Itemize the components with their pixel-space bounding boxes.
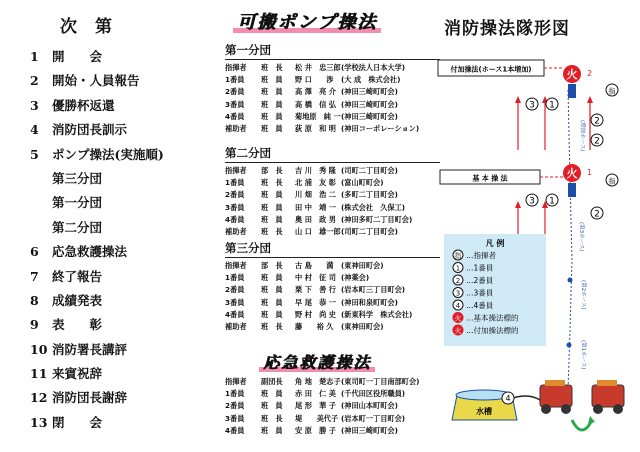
position-2-basic: 2 <box>594 209 600 220</box>
roster-row <box>225 425 440 437</box>
member-name: 川 畑 浩 二 <box>295 190 336 200</box>
program-item <box>30 118 164 142</box>
chief-position-basic: 指 <box>608 177 616 186</box>
member-name: 堤 美代子 <box>295 413 339 423</box>
role: 補助者 <box>225 123 247 133</box>
team-name: 第一分団 <box>225 42 440 60</box>
roster-row <box>225 214 440 226</box>
legend-symbol: 4 <box>455 302 461 310</box>
svg-text:1: 1 <box>587 168 593 177</box>
program-item-label: 終了報告 <box>52 268 103 284</box>
affiliation: (学校法人日本大学) <box>341 63 406 72</box>
roster-row <box>225 413 440 425</box>
role: 1番員 <box>225 75 245 85</box>
role: 指揮者 <box>225 63 247 72</box>
program-item <box>30 191 164 215</box>
program-item <box>30 411 164 435</box>
roster-row <box>225 321 440 333</box>
program-item-label: 消防署長講評 <box>52 341 128 357</box>
roster-row <box>225 123 440 135</box>
member-name: 中 村 征 司 <box>295 273 336 283</box>
program-item-label: 成績発表 <box>52 292 103 308</box>
rank: 部 長 <box>261 261 283 270</box>
roster-row <box>225 297 440 309</box>
program-item-label: 応急救護操法 <box>52 244 128 260</box>
basic-drill-target-icon <box>563 164 592 197</box>
program-item <box>30 69 164 93</box>
program-item-number: 12 <box>30 390 48 406</box>
affiliation: (株式会社 久保工) <box>341 202 406 212</box>
roster-row <box>225 189 440 201</box>
roster-row <box>225 99 440 111</box>
rank: 班 員 <box>261 111 283 121</box>
affiliation: (東神田町会) <box>341 321 384 331</box>
role: 1番員 <box>225 389 245 399</box>
program-item-number: 13 <box>30 414 48 430</box>
svg-text:火: 火 <box>566 68 578 81</box>
affiliation: (東神田町会) <box>341 261 384 270</box>
pump-team-roster <box>225 145 440 238</box>
role: 指揮者 <box>225 377 247 386</box>
roster-row <box>225 62 440 74</box>
member-name: 尾 形 華 子 <box>295 401 336 411</box>
legend-title: 凡 例 <box>485 239 505 248</box>
rank: 班 員 <box>261 389 283 399</box>
member-name: 松 井 忠三郎 <box>295 63 341 72</box>
roster-row <box>225 111 440 123</box>
affiliation: (神田三崎町町会) <box>341 87 398 97</box>
roster-row <box>225 272 440 284</box>
affiliation: (千代田区役所職員) <box>341 389 406 399</box>
hose-2-label: (第2ホース) <box>580 280 586 310</box>
pump-right-icon <box>592 380 624 414</box>
role: 補助者 <box>225 226 247 236</box>
rank: 班 員 <box>261 123 283 133</box>
program-item-label: 来賓祝辞 <box>52 366 103 382</box>
role: 3番員 <box>225 297 245 307</box>
role: 1番員 <box>225 273 245 283</box>
member-name: 赤 田 仁 美 <box>295 389 336 399</box>
program-item-label: 開始・人員報告 <box>52 73 140 89</box>
program-item <box>30 45 164 69</box>
rank: 班 員 <box>261 401 283 411</box>
hose-1-label: (第1ホース) <box>580 340 586 370</box>
added-hose-label: (増加ホース) <box>579 120 585 152</box>
member-name: 吉 川 秀 隆 <box>295 166 336 175</box>
role: 2番員 <box>225 285 245 295</box>
program-item <box>30 386 164 410</box>
add-drill-target-icon <box>563 65 592 98</box>
legend-label: …2番員 <box>466 276 494 285</box>
rank: 班 員 <box>261 309 283 319</box>
program-title: 次第 <box>60 17 130 37</box>
rank: 班 員 <box>261 214 283 224</box>
legend-label: …指揮者 <box>466 251 496 260</box>
program-panel <box>0 0 215 452</box>
roster-row <box>225 165 440 177</box>
roster-row <box>225 309 440 321</box>
member-name: 藤 裕 久 <box>295 321 334 331</box>
program-item-number: 3 <box>30 97 39 113</box>
role: 4番員 <box>225 111 245 121</box>
role: 補助者 <box>225 321 247 331</box>
program-item <box>30 216 164 240</box>
member-name: 安 原 勝 子 <box>295 425 336 435</box>
legend-symbol: 1 <box>455 264 461 273</box>
program-item-number: 11 <box>30 366 48 382</box>
affiliation: (大 成 株式会社) <box>341 75 401 85</box>
legend-label: …付加操法標的 <box>466 326 519 335</box>
program-item-label: 表 彰 <box>52 317 103 333</box>
affiliation: (富山町町会) <box>341 178 384 188</box>
formation-title: 消防操法隊形図 <box>444 19 570 39</box>
member-name: 栗 下 善 行 <box>295 285 336 295</box>
legend-symbol: 火 <box>454 327 462 335</box>
rank: 部 長 <box>261 166 283 175</box>
rank: 班 長 <box>261 226 283 236</box>
basic-drill-label: 基 本 操 法 <box>472 174 508 183</box>
legend-label: …1番員 <box>466 263 494 273</box>
roster-row <box>225 74 440 86</box>
member-name: 野 村 尚 史 <box>295 309 336 319</box>
add-drill-label: 付加操法(ホース1本増加) <box>450 65 532 74</box>
position-1-basic: 1 <box>549 196 555 207</box>
legend-symbol: 3 <box>455 289 461 298</box>
legend-symbol: 2 <box>455 277 461 285</box>
formation-diagram <box>432 0 640 452</box>
roster-row <box>225 260 440 272</box>
role: 2番員 <box>225 87 245 97</box>
pump-left-icon <box>540 380 572 414</box>
member-name: 高 橋 信 弘 <box>295 99 336 109</box>
pump-drill-title: 可搬ポンプ操法 <box>237 8 377 34</box>
affiliation: (岩本町三丁目町会) <box>341 285 406 295</box>
affiliation: (新東科学 株式会社) <box>341 309 413 319</box>
member-name: 菊地原 純 一 <box>295 111 341 121</box>
roster-row <box>225 376 440 388</box>
program-item <box>30 143 164 167</box>
rank: 班 員 <box>261 425 283 435</box>
program-item-label: 第二分団 <box>52 219 103 235</box>
program-item-number: 9 <box>30 317 39 333</box>
position-1-add: 1 <box>549 100 555 111</box>
legend-symbol: 火 <box>454 314 462 323</box>
member-name: 奥 田 政 男 <box>295 214 336 224</box>
roster-panel <box>215 0 440 452</box>
position-4: 4 <box>505 394 511 403</box>
program-item-label: 第三分団 <box>52 170 103 186</box>
program-item <box>30 313 164 337</box>
program-item <box>30 94 164 118</box>
member-name: 野 口 渉 <box>295 75 334 85</box>
program-item-number: 2 <box>30 73 39 89</box>
rank: 班 員 <box>261 273 283 283</box>
member-name: 角 地 楚志子 <box>295 377 341 386</box>
rank: 班 員 <box>261 285 283 295</box>
team-name: 第三分団 <box>225 240 440 258</box>
roster-row <box>225 86 440 98</box>
role: 4番員 <box>225 309 245 319</box>
program-item-label: ポンプ操法(実施順) <box>52 146 164 162</box>
affiliation: (神田コーポレーション) <box>341 123 420 133</box>
water-tank-label: 水槽 <box>476 407 492 416</box>
affiliation: (神田三崎町町会) <box>341 111 398 121</box>
member-name: 荻 原 和 明 <box>295 123 336 133</box>
program-item <box>30 167 164 191</box>
position-2-add-b: 2 <box>594 136 600 147</box>
member-name: 田 中 靖 一 <box>295 202 336 212</box>
affiliation: (神薬会) <box>341 273 370 283</box>
rank: 班 員 <box>261 190 283 200</box>
role: 2番員 <box>225 401 245 411</box>
affiliation: (司町二丁目町会) <box>341 166 398 175</box>
rank: 班 員 <box>261 87 283 97</box>
program-item-number: 8 <box>30 292 39 308</box>
rank: 班 員 <box>261 99 283 109</box>
member-name: 山 口 雄一郎 <box>295 226 341 236</box>
program-item-number: 5 <box>30 146 39 162</box>
program-item-label: 第一分団 <box>52 195 103 211</box>
role: 4番員 <box>225 214 245 224</box>
position-3-add: 3 <box>529 100 535 111</box>
program-item <box>30 240 164 264</box>
svg-text:火: 火 <box>566 167 578 180</box>
program-item-label: 消防団長謝辞 <box>52 390 128 406</box>
affiliation: (神田多町二丁目町会) <box>341 214 413 224</box>
program-item-number: 7 <box>30 268 39 284</box>
roster-row <box>225 388 440 400</box>
program-item <box>30 289 164 313</box>
member-name: 高 澤 亮 介 <box>295 87 336 97</box>
program-item-number: 6 <box>30 244 39 260</box>
hose-3-label: (第3ホース) <box>578 222 584 252</box>
affiliation: (多町二丁目町会) <box>341 190 398 200</box>
program-item-label: 消防団長訓示 <box>52 122 128 138</box>
formation-panel <box>432 0 640 452</box>
team-name: 第二分団 <box>225 145 440 163</box>
svg-text:2: 2 <box>587 69 593 78</box>
program-item-label: 閉 会 <box>52 414 103 430</box>
affiliation: (岩本町一丁目町会) <box>341 413 406 423</box>
legend-label: …3番員 <box>466 288 494 298</box>
roster-row <box>225 177 440 189</box>
roster-row <box>225 202 440 214</box>
roster-row <box>225 284 440 296</box>
rank: 副団長 <box>261 377 283 386</box>
program-item-number: 4 <box>30 122 39 138</box>
program-item <box>30 265 164 289</box>
affiliation: (神田山本町町会) <box>341 401 398 411</box>
affiliation: (神田和泉町町会) <box>341 297 398 307</box>
affiliation: (神田三崎町町会) <box>341 99 398 109</box>
rank: 班 長 <box>261 321 283 331</box>
rank: 班 員 <box>261 202 283 212</box>
position-2-add: 2 <box>594 116 600 127</box>
affiliation: (東司町一丁目南部町会) <box>341 377 420 386</box>
affiliation: (神田三崎町町会) <box>341 425 398 435</box>
first-aid-roster <box>225 376 440 437</box>
role: 3番員 <box>225 202 245 212</box>
program-item-number: 10 <box>30 341 48 357</box>
role: 指揮者 <box>225 166 247 175</box>
rank: 班 員 <box>261 297 283 307</box>
rank: 班 員 <box>261 75 283 85</box>
rank: 班 長 <box>261 413 283 423</box>
first-aid-drill-title: 応急救護操法 <box>263 350 371 373</box>
affiliation: (司町二丁目町会) <box>341 226 398 236</box>
legend-label: …基本操法標的 <box>466 313 519 323</box>
roster-row <box>225 400 440 412</box>
role: 3番員 <box>225 413 245 423</box>
role: 1番員 <box>225 178 245 188</box>
member-name: 北 浦 友 彰 <box>295 178 336 188</box>
roster-row <box>225 226 440 238</box>
program-item-label: 優勝杯返還 <box>52 97 115 113</box>
legend-label: …4番員 <box>466 301 494 310</box>
member-name: 早 尾 恭 一 <box>295 297 336 307</box>
program-item-label: 開 会 <box>52 49 103 64</box>
member-name: 古 島 満 <box>295 261 334 270</box>
pump-team-roster <box>225 42 440 135</box>
rank: 班 長 <box>261 63 283 72</box>
program-item-number: 1 <box>30 49 39 64</box>
chief-position-add: 指 <box>608 87 616 96</box>
role: 3番員 <box>225 99 245 109</box>
program-list <box>30 45 164 435</box>
position-3-basic: 3 <box>529 196 535 207</box>
legend-symbol: 指 <box>454 252 462 260</box>
role: 2番員 <box>225 190 245 200</box>
role: 指揮者 <box>225 261 247 270</box>
program-item <box>30 362 164 386</box>
pump-team-roster <box>225 240 440 333</box>
role: 4番員 <box>225 425 245 435</box>
program-item <box>30 338 164 362</box>
rank: 班 長 <box>261 178 283 188</box>
